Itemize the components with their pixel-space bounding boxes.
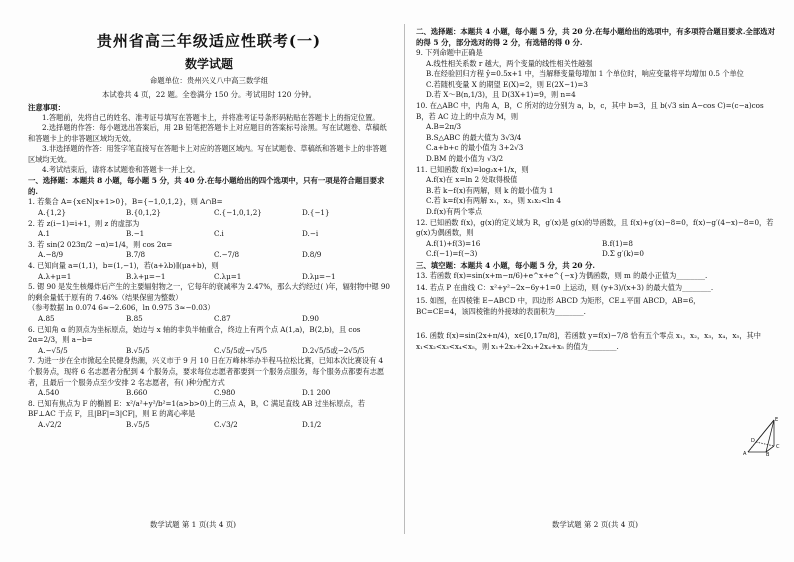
exam-meta: 本试卷共 4 页，22 题。全卷满分 150 分。考试用时 120 分钟。 <box>102 90 316 99</box>
exam-title: 贵州省高三年级适应性联考(一) <box>96 32 322 50</box>
page-divider <box>404 24 405 534</box>
option-a: A.{1,2} <box>38 208 67 218</box>
option-a: A.f(x)在 x=ln 2 处取得极值 <box>426 175 518 185</box>
question-12-options <box>416 239 778 250</box>
option-c: C.a+b+c 的最小值为 3+2√3 <box>426 143 524 153</box>
option-a: A.λ+μ=1 <box>38 271 72 281</box>
figure-label-e: E <box>775 417 779 423</box>
option-a: A.线性相关系数 r 越大，两个变量的线性相关性越强 <box>426 58 593 68</box>
question-12: 12. 已知函数 f(x)，g(x)的定义域为 R，g′(x)是 g(x)的导函数，且 f(x)+g′(x)−8=0，f(x)−g′(4−x)−8=0，若 g(x)为偶函数，则 <box>416 217 774 238</box>
option-b: B.{0,1,2} <box>126 208 162 218</box>
section-1-heading: 一、选择题：本题共 8 小题，每小题 5 分，共 40 分.在每小题给出的四个选项中，只有一项是符合题目要求的. <box>28 176 385 197</box>
option-b: B.−1 <box>126 229 145 239</box>
option-a: A.√2/2 <box>38 419 62 429</box>
section-3-heading: 三、填空题：本题共 4 小题，每小题 5 分，共 20 分. <box>416 260 596 270</box>
question-8: 8. 已知有焦点为 F 的椭圆 E：x²/a²+y²/b²=1(a>b>0)上的三点 A，B，C 满足直线 AB 过坐标原点，若 BF⊥AC 于点 F，且|BF|=3|CF|，则 E 的离心率是 <box>28 398 365 419</box>
option-a: A.85 <box>38 313 55 323</box>
question-14: 14. 若点 P 在曲线 C：x²+y²−2x−6y+1=0 上运动，则 (y+3)/(x+3) 的最大值为________. <box>416 283 714 293</box>
page-1 <box>28 26 390 431</box>
question-6-options <box>28 346 390 357</box>
question-8-options <box>28 420 390 431</box>
exam-subject: 数学试题 <box>184 57 233 71</box>
option-a: A.540 <box>38 388 60 398</box>
question-12-options-2 <box>416 249 778 260</box>
option-d: D.−i <box>302 229 319 239</box>
section-2-heading: 二、选择题：本题共 4 小题，每小题 5 分，共 20 分.在每小题给出的选项中，有多项符合题目要求.全部选对的得 5 分，部分选对的得 2 分，有选错的得 0 分. <box>416 27 775 47</box>
question-6: 6. 已知角 α 的顶点为坐标原点，始边与 x 轴的非负半轴重合，终边上有两个点 A(1,a)，B(2,b)，且 cos 2α=2/3，则 a−b= <box>28 324 361 345</box>
question-1: 1. 若集合 A={x∈N|x+1>0}，B={−1,0,1,2}，则 A∩B= <box>28 197 223 207</box>
option-b: B.若 k−f(x)有两解，则 k 的最小值为 1 <box>426 185 554 195</box>
option-c: C.若 k=f(x)有两解 x₁，x₂，则 x₁x₂<ln 4 <box>426 196 561 206</box>
page-2 <box>416 26 778 352</box>
option-b: B.85 <box>126 313 143 323</box>
option-d: D.f(x)有两个零点 <box>426 206 483 216</box>
question-4-options <box>28 272 390 283</box>
option-c: C.若随机变量 X 的期望 E(X)=2，则 E(2X−1)=3 <box>426 79 588 89</box>
option-a: A.f(1)+f(3)=16 <box>426 238 481 248</box>
option-c: C.√3/2 <box>214 419 238 429</box>
question-15: 15. 如图，在四棱锥 E−ABCD 中，四边形 ABCD 为矩形，CE⊥平面 ABCD，AB=6，BC=CE=4，该四棱锥的外接球的表面积为________. <box>416 296 701 316</box>
option-c: C.{−1,0,1,2} <box>214 208 262 218</box>
option-b: B.f(1)=8 <box>602 238 634 248</box>
question-10: 10. 在△ABC 中，内角 A，B，C 所对的边分别为 a，b，c，其中 b=3，且 b(√3 sin A−cos C)=(c−a)cos B，若 AC 边上的中点为 M，则 <box>416 100 764 121</box>
question-7-options <box>28 388 390 399</box>
notice-heading: 注意事项： <box>28 103 65 112</box>
question-1-options <box>28 208 390 219</box>
option-d: D.8/9 <box>302 250 322 260</box>
option-d: D.1 200 <box>302 388 331 398</box>
option-d: D.Σ g′(k)=0 <box>602 249 644 259</box>
option-c: C.f(−1)=f(−3) <box>426 249 478 259</box>
option-c: C.−7/8 <box>214 250 240 260</box>
option-c: C.i <box>214 229 224 239</box>
question-3-options <box>28 250 390 261</box>
question-2: 2. 若 z(i−1)=i+1，则 z 的虚部为 <box>28 218 140 228</box>
question-2-options <box>28 229 390 240</box>
option-d: D.2√5/5或−2√5/5 <box>302 345 365 355</box>
option-a: A.−8/9 <box>38 250 64 260</box>
question-5-reference: （参考数据 ln 0.074 6≈−2.606，ln 0.975 3≈−0.03） <box>28 303 215 313</box>
option-b: B.在经验回归方程 ŷ=0.5x+1 中，当解释变量每增加 1 个单位时，响应变量将平均增加 0.5 个单位 <box>426 69 744 79</box>
option-b: B.660 <box>126 388 148 398</box>
notice-item: 2.选择题的作答：每小题选出答案后，用 2B 铅笔把答题卡上对应题目的答案标号涂黑。写在试题卷、草稿纸和答题卡上的非答题区域均无效。 <box>28 123 387 143</box>
question-3: 3. 若 sin(2 023π/2 −α)=1/4，则 cos 2α= <box>28 239 173 249</box>
question-16: 16. 函数 f(x)=sin(2x+π/4)，x∈[0,17π/8]，若函数 y=f(x)−7/8 恰有五个零点 x₁，x₂，x₃，x₄，x₅，其中 x₁<x₂<x₃<x₄<x₅，则 x₁+2x₂+2x₃+2x₄+x₅ 的值为________. <box>416 331 761 351</box>
option-c: C.87 <box>214 313 231 323</box>
option-b: B.7/8 <box>126 250 146 260</box>
option-c: C.λμ=1 <box>214 271 242 281</box>
option-b: B.S△ABC 的最大值为 3√3/4 <box>426 132 522 142</box>
option-d: D.{−1} <box>302 208 330 218</box>
option-d: D.λμ=−1 <box>302 271 336 281</box>
page-footer-1: 数学试题 第 1 页(共 4 页) <box>150 520 237 529</box>
notice-item: 3.非选择题的作答：用签字笔直接写在答题卡上对应的答题区域内。写在试题卷、草稿纸和答题卡上的非答题区域均无效。 <box>28 144 387 164</box>
question-11: 11. 已知函数 f(x)=log₂x+1/x，则 <box>416 164 529 174</box>
figure-label-c: C <box>776 444 780 450</box>
notice-item: 1.答题前，先将自己的姓名、准考证号填写在答题卡上，并将准考证号条形码粘贴在答题卡上的指定位置。 <box>42 113 380 122</box>
option-a: A.−√5/5 <box>38 345 68 355</box>
option-a: A.1 <box>38 229 51 239</box>
option-c: C.980 <box>214 388 236 398</box>
question-5-options <box>28 314 390 325</box>
option-d: D.若 X～B(n,1/3)，且 D(3X+1)=9，则 n=4 <box>426 90 576 100</box>
question-7: 7. 为进一步在全市掀起全民健身热潮，兴义市于 9 月 10 日在万峰林举办半程马拉松比赛，已知本次比赛设有 4 个服务点，现将 6 名志愿者分配到 4 个服务点，要求每位志愿者都要到一个服务点服务，每个服务点都要有志愿者，且最后一个服务点至少安排 2 名志愿者，有( )种分配方式 <box>28 356 385 387</box>
question-13: 13. 若函数 f(x)=sin(x+m−π/6)+e^x+e^{−x}为偶函数，则 m 的最小正值为________. <box>416 270 708 280</box>
question-5: 5. 锶 90 是发生核爆炸后产生的主要辐射物之一，它每年的衰减率为 2.47%，那么大约经过( )年，辐射物中锶 90 的剩余量低于原有的 7.46%（结果保留为整数） <box>28 282 390 302</box>
question-4: 4. 已知向量 a=(1,1)，b=(1,−1)，若(a+λb)∥(μa+b)，则 <box>28 261 219 270</box>
option-c: C.√5/5或−√5/5 <box>214 345 268 355</box>
exam-issuer: 命题单位：贵州兴义八中高三数学组 <box>149 76 269 85</box>
option-d: D.90 <box>302 313 319 323</box>
figure-label-b: B <box>766 452 770 456</box>
option-a: A.B=2π/3 <box>426 122 462 132</box>
figure-label-d: D <box>751 438 755 444</box>
option-d: D.BM 的最小值为 √3/2 <box>426 153 504 163</box>
question-9: 9. 下列命题中正确是 <box>416 48 483 57</box>
notice-item: 4.考试结束后，请将本试题卷和答题卡一并上交。 <box>42 165 200 175</box>
option-d: D.1/2 <box>302 419 322 429</box>
figure-label-a: A <box>743 451 747 456</box>
option-b: B.λ+μ=−1 <box>126 271 166 281</box>
option-b: B.√5/5 <box>126 345 150 355</box>
pyramid-figure <box>742 416 782 456</box>
page-footer-2: 数学试题 第 2 页(共 4 页) <box>552 520 639 529</box>
option-b: B.√5/5 <box>126 419 150 429</box>
